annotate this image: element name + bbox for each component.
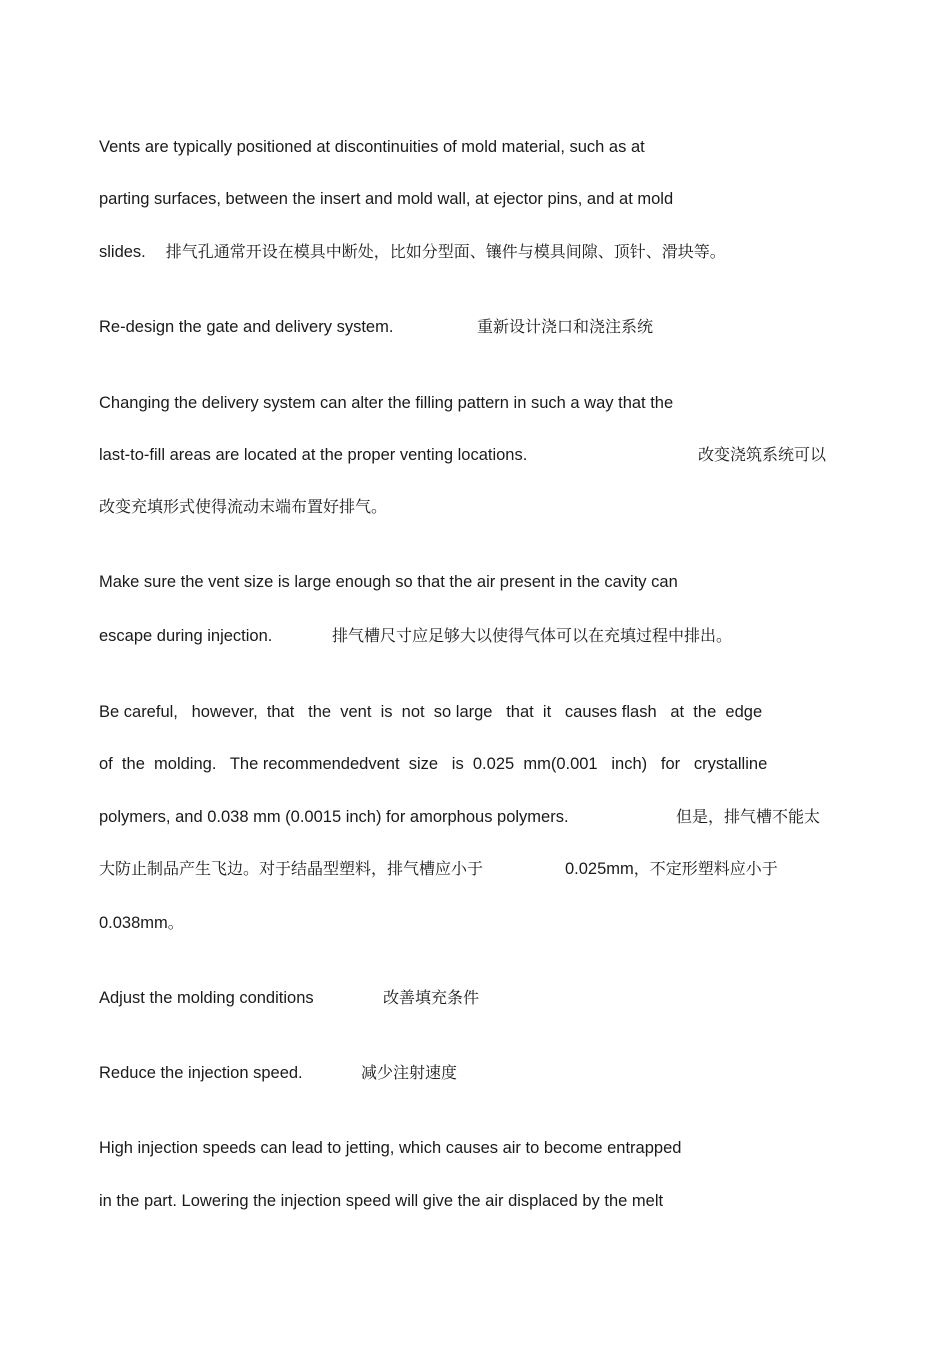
vents-line-3-en: slides. xyxy=(99,243,146,261)
vents-line-1: Vents are typically positioned at discontinuities of mold material, such as at xyxy=(99,138,645,156)
vent-size-line-2-zh: 排气槽尺寸应足够大以使得气体可以在充填过程中排出。 xyxy=(332,626,733,645)
vent-size-line-2-en: escape during injection. xyxy=(99,627,273,645)
careful-line-4-rest xyxy=(565,859,778,879)
redesign-heading-en: Re-design the gate and delivery system. xyxy=(99,318,394,336)
careful-line-5-tail: 。 xyxy=(167,913,184,932)
high-speed-line-2: in the part. Lowering the injection speed will give the air displaced by the melt xyxy=(99,1192,664,1210)
careful-line-3-en: polymers, and 0.038 mm (0.0015 inch) for amorphous polymers. xyxy=(99,808,569,826)
redesign-heading xyxy=(99,317,393,337)
redesign-heading-zh: 重新设计浇口和浇注系统 xyxy=(477,317,654,336)
delivery-line-3-zh: 改变充填形式使得流动末端布置好排气。 xyxy=(99,497,388,516)
careful-line-4-zh-b: ，不定形塑料应小于 xyxy=(633,859,778,878)
careful-line-5-num: 0.038mm xyxy=(99,914,168,932)
careful-line-4-zh-a: 大防止制品产生飞边。对于结晶型塑料，排气槽应小于 xyxy=(99,859,484,878)
delivery-line-2-zh: 改变浇筑系统可以 xyxy=(698,445,827,464)
adjust-heading-zh: 改善填充条件 xyxy=(383,988,480,1007)
careful-line-2: of the molding. The recommendedvent size is 0.025 mm(0.001 inch) for crystalline xyxy=(99,755,768,773)
vents-line-3 xyxy=(99,242,726,262)
careful-line-3-zh: 但是，排气槽不能太 xyxy=(676,807,821,826)
high-speed-line-1: High injection speeds can lead to jetting, which causes air to become entrapped xyxy=(99,1139,682,1157)
adjust-heading-en: Adjust the molding conditions xyxy=(99,989,314,1007)
careful-line-1: Be careful, however, that the vent is not so large that it causes flash at the edge xyxy=(99,703,763,721)
reduce-heading-en: Reduce the injection speed. xyxy=(99,1064,303,1082)
careful-line-4-num: 0.025mm xyxy=(565,860,634,878)
delivery-line-1: Changing the delivery system can alter the filling pattern in such a way that the xyxy=(99,394,674,412)
vents-line-2: parting surfaces, between the insert and mold wall, at ejector pins, and at mold xyxy=(99,190,674,208)
vent-size-line-1: Make sure the vent size is large enough so that the air present in the cavity can xyxy=(99,573,678,591)
careful-line-5 xyxy=(99,913,184,933)
vents-line-3-zh: 排气孔通常开设在模具中断处，比如分型面、镶件与模具间隙、顶针、滑块等。 xyxy=(165,242,726,261)
delivery-line-2-en: last-to-fill areas are located at the proper venting locations. xyxy=(99,446,528,464)
reduce-heading-zh: 减少注射速度 xyxy=(361,1063,458,1082)
